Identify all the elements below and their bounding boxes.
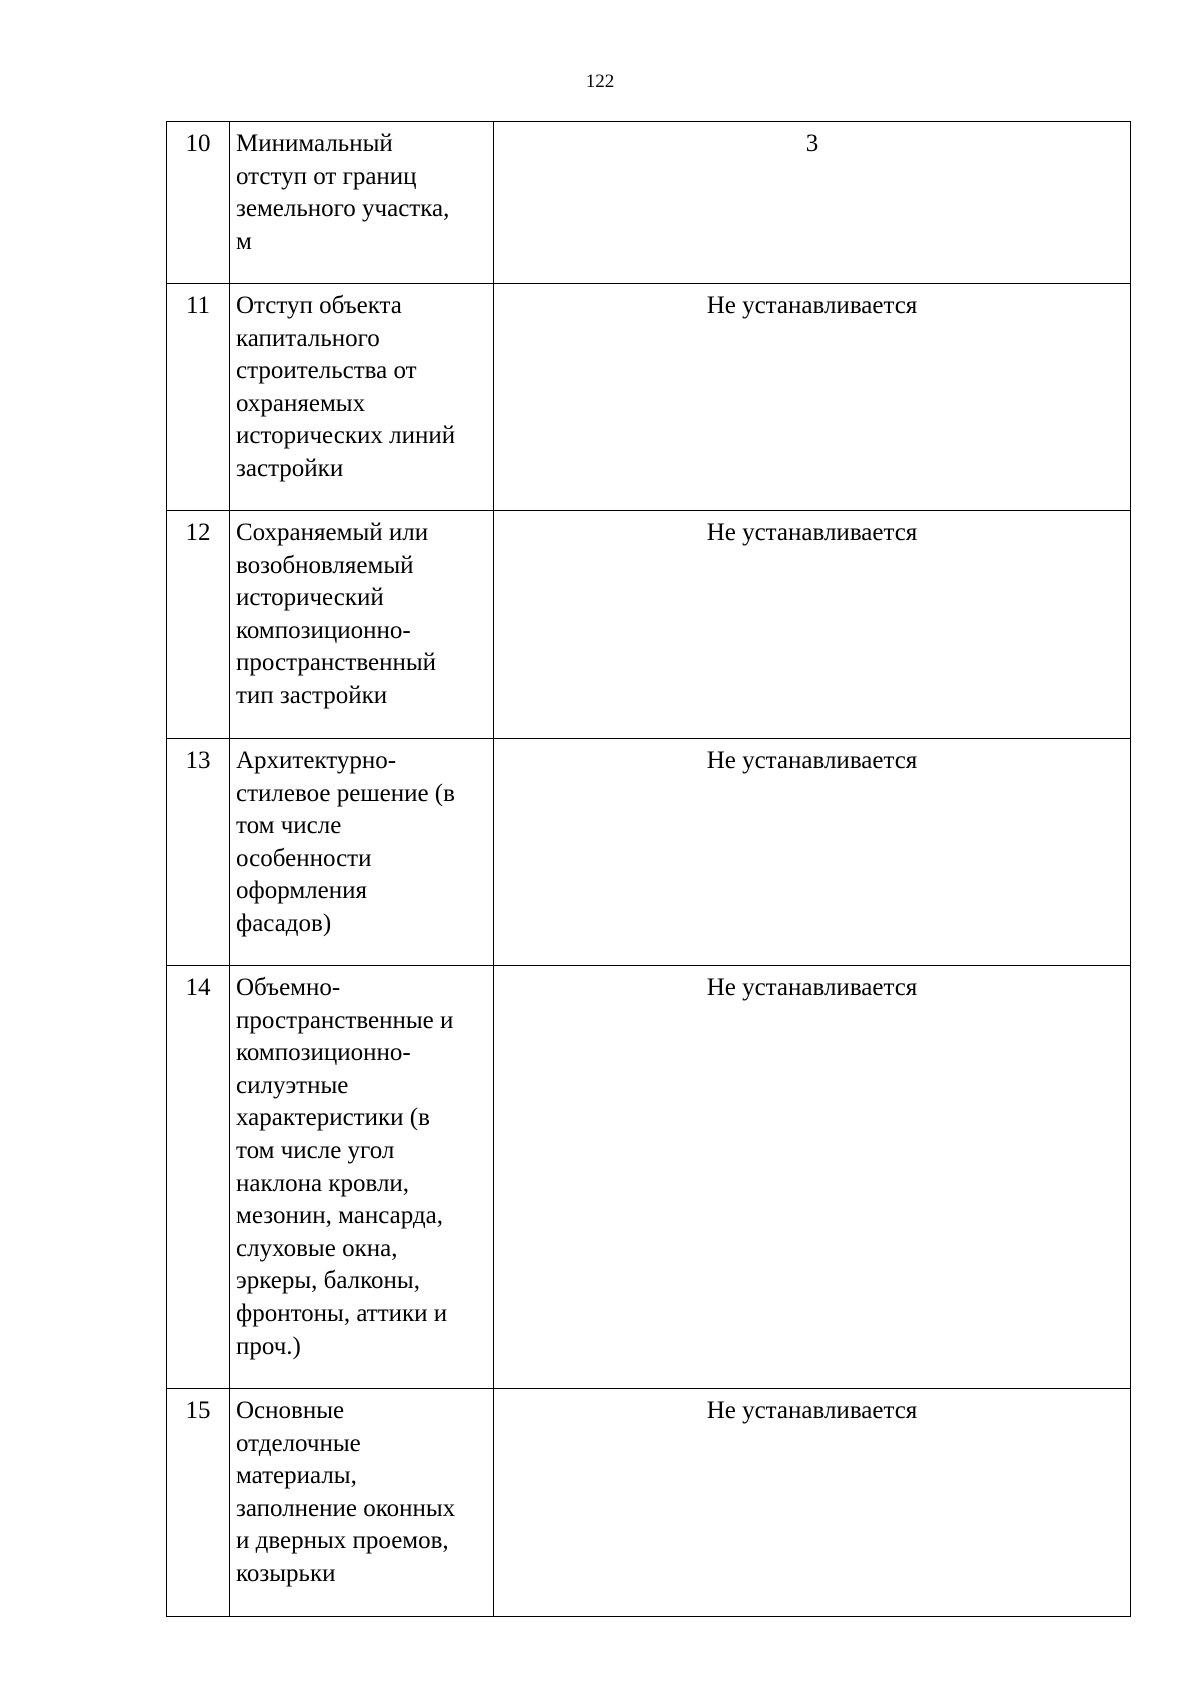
parameter-name: Отступ объекта капитального строительства от охраняемых исторических линий застройки <box>230 284 494 511</box>
parameter-name: Минимальный отступ от границ земельного участка, м <box>230 122 494 284</box>
regulations-table <box>166 121 1131 1617</box>
parameter-value: Не устанавливается <box>494 739 1131 966</box>
row-number: 10 <box>167 122 230 284</box>
parameter-value: Не устанавливается <box>494 1389 1131 1617</box>
table-row <box>167 966 1131 1389</box>
parameter-name: Объемно- пространственные и композиционно- силуэтные характеристики (в том числе угол наклона кровли, мезонин, мансарда, слуховые окна, эркеры, балконы, фронтоны, аттики и проч.) <box>230 966 494 1389</box>
row-number: 14 <box>167 966 230 1389</box>
table-row <box>167 284 1131 511</box>
parameter-name: Архитектурно- стилевое решение (в том числе особенности оформления фасадов) <box>230 739 494 966</box>
page-number: 122 <box>585 71 615 92</box>
parameter-name: Сохраняемый или возобновляемый исторический композиционно- пространственный тип застройки <box>230 511 494 739</box>
table-row <box>167 511 1131 739</box>
row-number: 15 <box>167 1389 230 1617</box>
parameter-value: Не устанавливается <box>494 511 1131 739</box>
table-row <box>167 739 1131 966</box>
row-number: 11 <box>167 284 230 511</box>
table-row <box>167 1389 1131 1617</box>
parameter-value: Не устанавливается <box>494 284 1131 511</box>
row-number: 13 <box>167 739 230 966</box>
row-number: 12 <box>167 511 230 739</box>
table-row <box>167 122 1131 284</box>
parameter-value: 3 <box>494 122 1131 284</box>
parameter-name: Основные отделочные материалы, заполнение оконных и дверных проемов, козырьки <box>230 1389 494 1617</box>
parameter-value: Не устанавливается <box>494 966 1131 1389</box>
